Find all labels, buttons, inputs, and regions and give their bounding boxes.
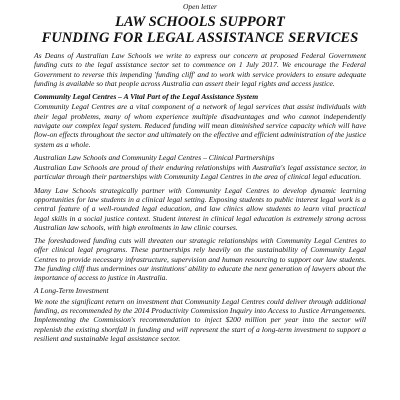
section-heading-long-term-investment: A Long-Term Investment	[34, 286, 109, 296]
letter-body	[34, 51, 366, 347]
document-label: Open letter	[183, 2, 217, 11]
section-heading-community-legal-centres: Community Legal Centres – A Vital Part of the Legal Assistance System	[34, 92, 259, 102]
section-paragraph: Community Legal Centres are a vital component of a network of legal services that assist individuals with their legal problems, many of whom experience multiple disadvantages and who cannot independently navigate our complex legal system. Reduced funding will mean diminished service capacity which will have flow-on effects throughout the sector and ultimately on the effective and efficient administration of the justice system as a whole.	[34, 102, 366, 149]
letter-title-line-1: LAW SCHOOLS SUPPORT	[115, 14, 285, 30]
section-heading-clinical-partnerships: Australian Law Schools and Community Legal Centres – Clinical Partnerships	[34, 152, 275, 162]
section-paragraph: Australian Law Schools are proud of their enduring relationships with Australia's legal assistance sector, in particular through their partnerships with Community Legal Centres in the area of clinical legal education.	[34, 163, 366, 182]
intro-paragraph: As Deans of Australian Law Schools we write to express our concern at proposed Federal Government funding cuts to the legal assistance sector set to commence on 1 July 2017. We encourage the Federal Government to reverse this impending 'funding cliff' and to work with service providers to ensure adequate funding is available so that people across Australia can assert their legal rights and access justice.	[34, 51, 366, 88]
section-paragraph: We note the significant return on investment that Community Legal Centres could deliver through additional funding, as recommended by the 2014 Productivity Commission Inquiry into Access to Justice Arrangements. Implementing the Commission's recommendation to inject $200 million per year into the sector will replenish the existing shortfall in funding and will represent the start of a long-term investment to support a resilient and sustainable legal assistance sector.	[34, 296, 366, 343]
section-paragraph: Many Law Schools strategically partner with Community Legal Centres to develop dynamic learning opportunities for law students in a clinical legal setting. Exposing students to public interest legal work is a central feature of a well-rounded legal education, and law clinics allow students to learn vital practical legal skills in a social justice context. Student interest in clinical legal education is extremely strong across Australian law schools, with high enrolments in law clinic courses.	[34, 185, 366, 232]
letter-title-line-2: FUNDING FOR LEGAL ASSISTANCE SERVICES	[41, 30, 359, 46]
letter-title	[10, 14, 390, 46]
section-paragraph: The foreshadowed funding cuts will threaten our strategic relationships with Community Legal Centres to offer clinical legal programs. These partnerships rely heavily on the sustainability of Community Legal Centres to provide necessary infrastructure, supervision and human resourcing to support our law students. The funding cliff thus undermines our institutions' ability to educate the next generation of lawyers about the importance of access to justice in Australia.	[34, 236, 366, 283]
